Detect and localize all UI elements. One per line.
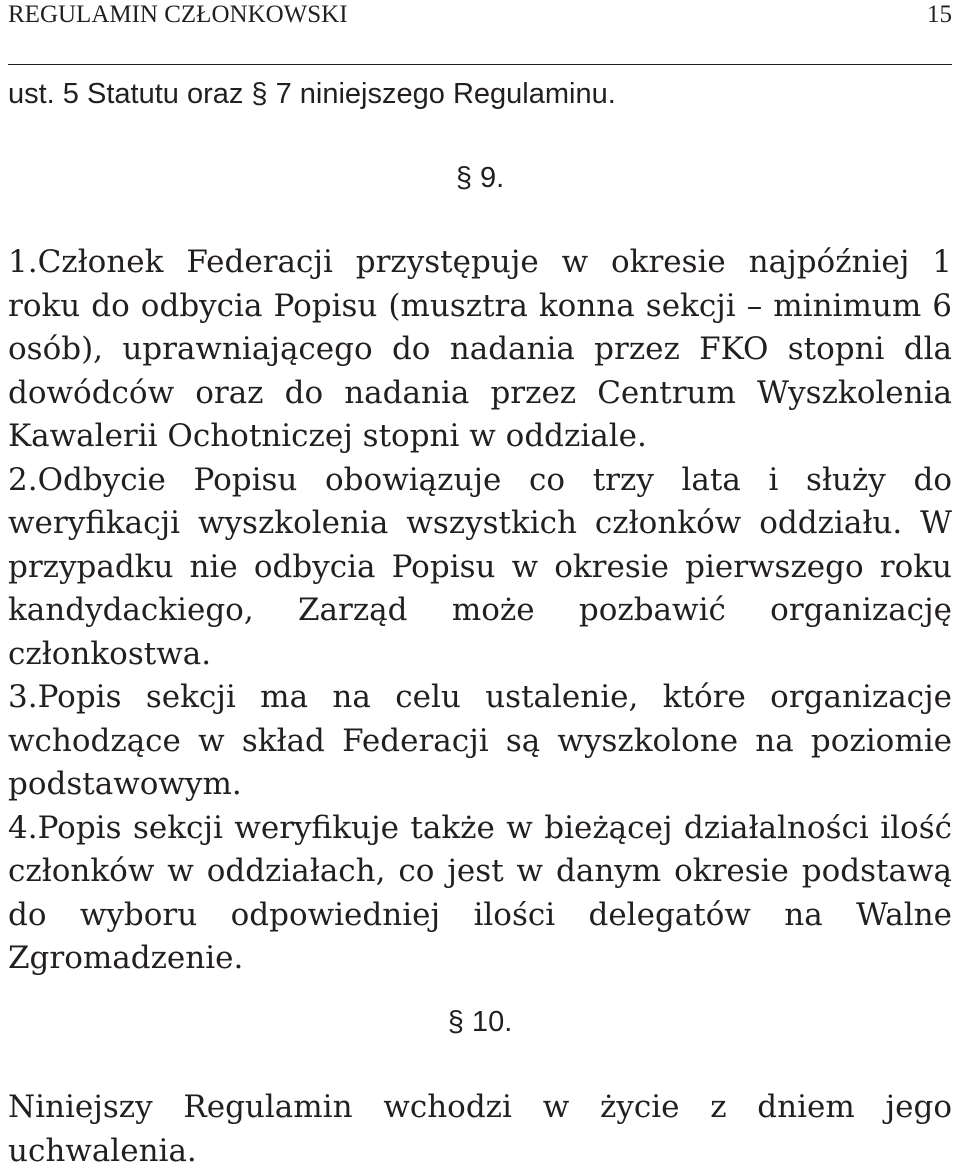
section-9-point-1: 1.Członek Federacji przystępuje w okresie najpóźniej 1 roku do odbycia Popisu (musztra konna sekcji – minimum 6 osób), uprawniającego do nadania przez FKO stopni dla dowódców oraz do nadania przez Centrum Wyszkolenia Kawalerii Ochotniczej stopni w oddziale. <box>8 244 952 454</box>
section-10-body <box>8 1086 952 1173</box>
header-title: REGULAMIN CZŁONKOWSKI <box>8 1 348 28</box>
section-9-point-2: 2.Odbycie Popisu obowiązuje co trzy lata i służy do weryfikacji wyszkolenia wszystkich członków oddziału. W przypadku nie odbycia Popisu w okresie pierwszego roku kandydackiego, Zarząd może pozbawić organizację członkostwa. <box>8 461 952 672</box>
page-number: 15 <box>927 1 952 28</box>
page-header <box>8 0 952 30</box>
section-9-point-4: 4.Popis sekcji weryfikuje także w bieżącej działalności ilość członków w oddziałach, co jest w danym okresie podstawą do wyboru odpowiedniej ilości delegatów na Walne Zgromadzenie. <box>8 809 952 976</box>
continuation-line: ust. 5 Statutu oraz § 7 niniejszego Regulaminu. <box>8 78 616 110</box>
section-9-body <box>8 241 952 981</box>
header-rule <box>8 64 952 65</box>
section-9-heading: § 9. <box>455 162 505 194</box>
section-10-text: Niniejszy Regulamin wchodzi w życie z dniem jego uchwalenia. <box>8 1089 952 1169</box>
section-9-point-3: 3.Popis sekcji ma na celu ustalenie, które organizacje wchodzące w skład Federacji są wyszkolone na poziomie podstawowym. <box>8 679 952 802</box>
section-10-heading: § 10. <box>447 1006 513 1038</box>
